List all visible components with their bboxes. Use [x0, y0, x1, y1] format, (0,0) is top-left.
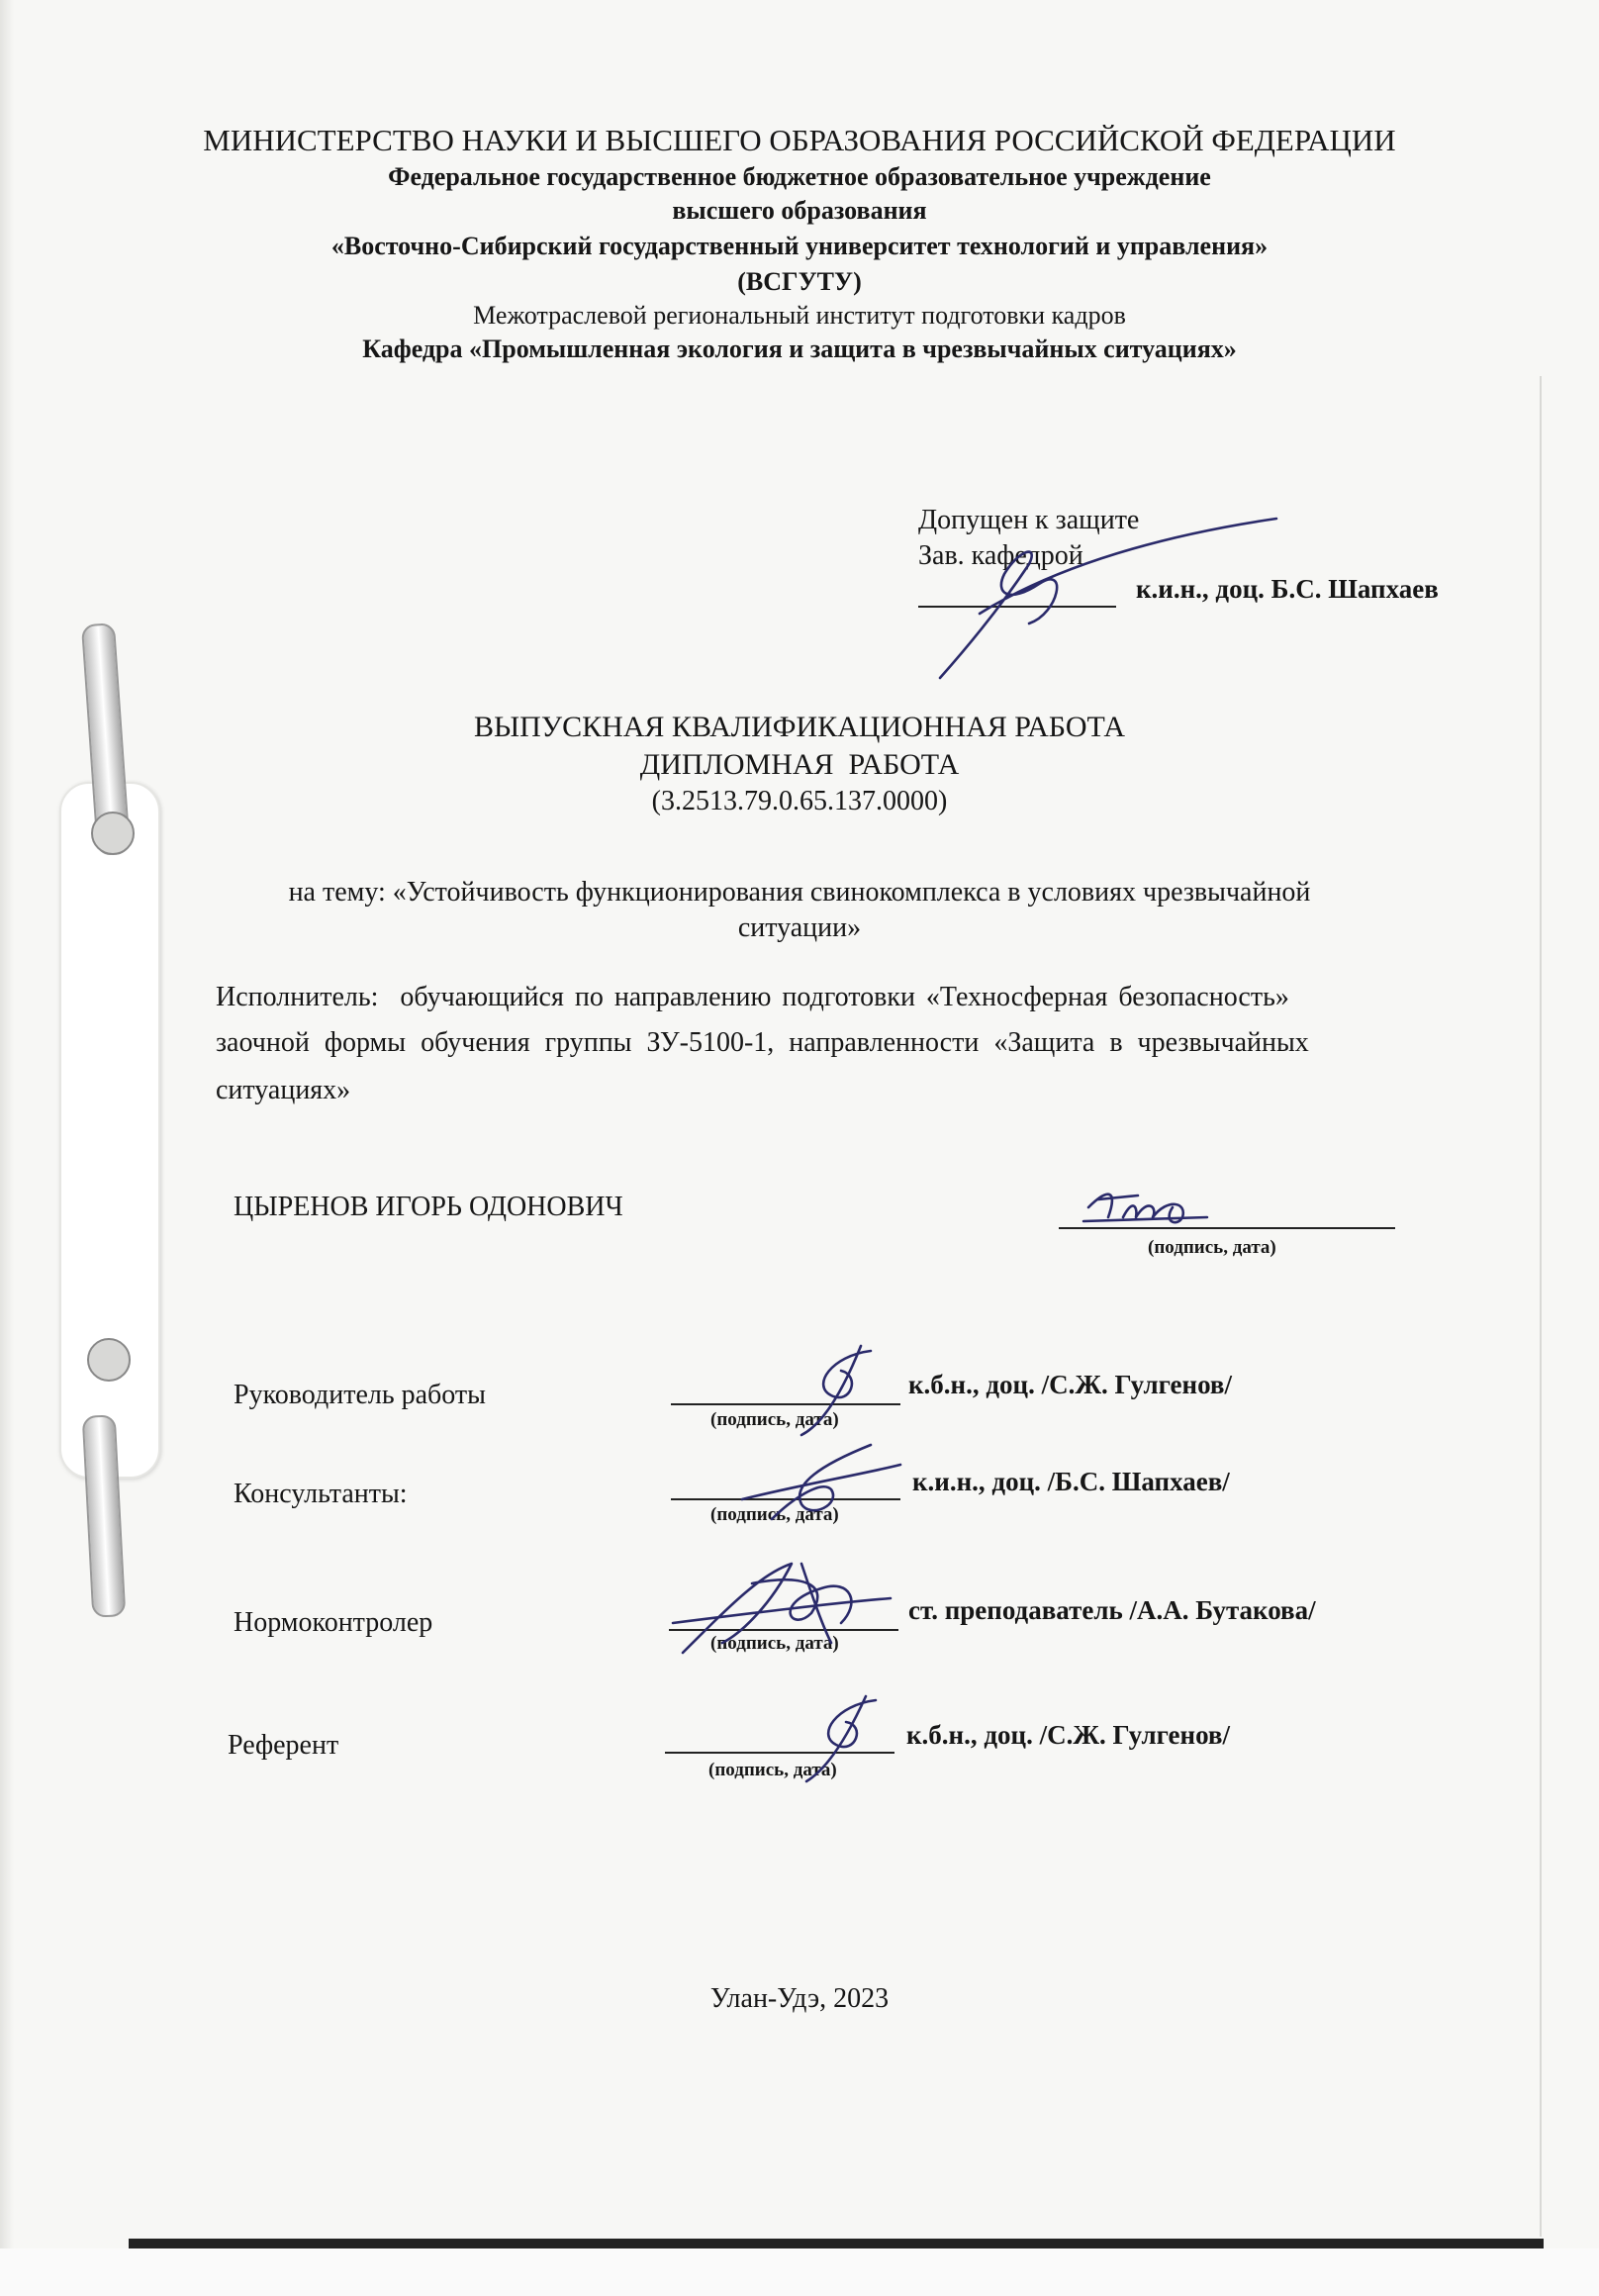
work-type-heading: ВЫПУСКНАЯ КВАЛИФИКАЦИОННАЯ РАБОТА — [474, 711, 1125, 743]
head-signature — [920, 505, 1296, 693]
role-referee-label: Референт — [228, 1730, 339, 1761]
executor-signature — [1079, 1178, 1227, 1237]
university-abbr: (ВСГУТУ) — [737, 267, 862, 296]
city-year: Улан-Удэ, 2023 — [709, 1983, 890, 2014]
institution-line1: Федеральное государственное бюджетное образовательное учреждение — [388, 162, 1211, 191]
approval-line2: Зав. кафедрой — [918, 540, 1083, 571]
referee-signature — [772, 1690, 900, 1789]
approval-name: к.и.н., доц. Б.С. Шапхаев — [1136, 574, 1439, 604]
topic-line2: ситуации» — [737, 912, 862, 943]
role-normcontrol-caption: (подпись, дата) — [710, 1633, 839, 1654]
topic-line1: на тему: «Устойчивость функционирования свинокомплекса в условиях чрезвычайной — [288, 877, 1311, 908]
role-referee-name: к.б.н., доц. /С.Ж. Гулгенов/ — [906, 1720, 1231, 1750]
department-name: Кафедра «Промышленная экология и защита в чрезвычайных ситуациях» — [362, 335, 1237, 363]
executor-sign-caption: (подпись, дата) — [1148, 1237, 1276, 1258]
scan-bottom-margin — [0, 2248, 1599, 2296]
role-consultant-caption: (подпись, дата) — [710, 1504, 839, 1525]
institute-name: Межотраслевой региональный институт подготовки кадров — [473, 301, 1126, 330]
approval-line1: Допущен к защите — [918, 505, 1140, 535]
role-supervisor-label: Руководитель работы — [234, 1380, 486, 1410]
scan-bottom-edge — [129, 2239, 1544, 2248]
role-consultant-name: к.и.н., доц. /Б.С. Шапхаев/ — [912, 1467, 1230, 1496]
role-normcontrol-label: Нормоконтролер — [234, 1607, 433, 1638]
role-referee-caption: (подпись, дата) — [708, 1760, 837, 1780]
role-supervisor-name: к.б.н., доц. /С.Ж. Гулгенов/ — [908, 1370, 1233, 1399]
scan-right-edge — [1540, 376, 1542, 2237]
binder-hole-middle — [87, 1338, 131, 1382]
university-name: «Восточно-Сибирский государственный университет технологий и управления» — [330, 232, 1269, 260]
ministry-heading: МИНИСТЕРСТВО НАУКИ И ВЫСШЕГО ОБРАЗОВАНИЯ РОССИЙСКОЙ ФЕДЕРАЦИИ — [203, 123, 1396, 157]
executor-line3: ситуациях» — [216, 1075, 351, 1105]
role-normcontrol-name: ст. преподаватель /А.А. Бутакова/ — [908, 1595, 1316, 1625]
diploma-heading: ДИПЛОМНАЯ РАБОТА — [639, 748, 960, 781]
normcontrol-signature — [653, 1544, 900, 1673]
role-supervisor-caption: (подпись, дата) — [710, 1409, 839, 1430]
executor-line1: Исполнитель: обучающийся по направлению подготовки «Техносферная безопасность» — [216, 982, 1289, 1012]
binder-hole-top — [91, 812, 135, 855]
consultant-signature — [712, 1425, 910, 1534]
role-consultant-label: Консультанты: — [234, 1479, 408, 1509]
work-code: (3.2513.79.0.65.137.0000) — [651, 786, 948, 816]
executor-line2: заочной формы обучения группы ЗУ-5100-1, направленности «Защита в чрезвычайных — [216, 1027, 1309, 1058]
executor-name: ЦЫРЕНОВ ИГОРЬ ОДОНОВИЧ — [234, 1192, 623, 1222]
institution-line2: высшего образования — [672, 196, 927, 225]
